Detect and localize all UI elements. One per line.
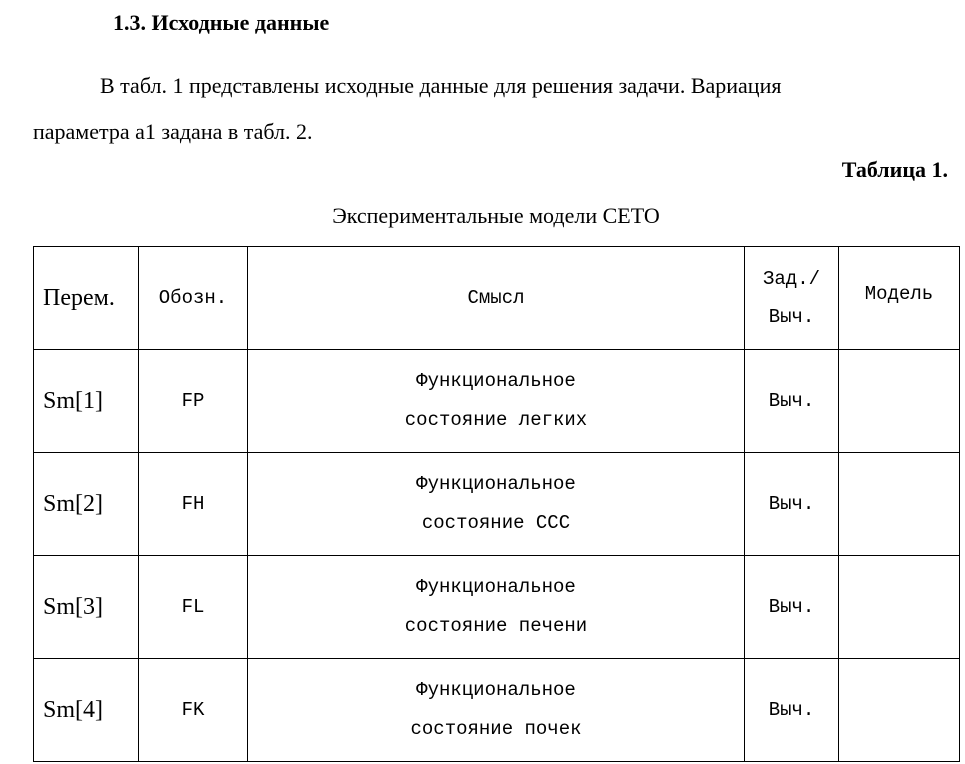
section-heading: 1.3. Исходные данные [113, 10, 330, 35]
cell-model [839, 350, 960, 453]
cell-model [839, 556, 960, 659]
cell-meaning [248, 556, 745, 659]
cell-code: FP [139, 350, 248, 453]
cell-model [839, 453, 960, 556]
paragraph-line-1: В табл. 1 представлены исходные данные для решения задачи. Вариация [100, 73, 782, 98]
cell-meaning [248, 659, 745, 762]
header-setcalc [745, 247, 839, 350]
header-meaning: Смысл [248, 247, 745, 350]
table-row [34, 659, 960, 762]
table-caption: Экспериментальные модели СЕТО [332, 203, 660, 228]
data-table [33, 246, 960, 762]
table-row [34, 350, 960, 453]
cell-var: Sm[1] [34, 350, 139, 453]
cell-meaning-line2: состояние ССС [421, 512, 571, 534]
table-row [34, 556, 960, 659]
header-model: Модель [839, 247, 960, 350]
cell-var: Sm[4] [34, 659, 139, 762]
cell-meaning-line2: состояние печени [404, 615, 588, 637]
table-header-row [34, 247, 960, 350]
cell-meaning [248, 453, 745, 556]
cell-meaning-line1: Функциональное [416, 679, 576, 701]
cell-code: FK [139, 659, 248, 762]
header-setcalc-line2: Выч. [768, 306, 815, 328]
cell-code: FH [139, 453, 248, 556]
cell-var: Sm[2] [34, 453, 139, 556]
header-code: Обозн. [139, 247, 248, 350]
cell-setcalc: Выч. [745, 453, 839, 556]
cell-code: FL [139, 556, 248, 659]
cell-meaning-line1: Функциональное [416, 370, 576, 392]
paragraph-line-2: параметра a1 задана в табл. 2. [33, 119, 313, 144]
table-row [34, 453, 960, 556]
cell-meaning-line2: состояние почек [410, 718, 582, 740]
cell-setcalc: Выч. [745, 350, 839, 453]
cell-setcalc: Выч. [745, 556, 839, 659]
header-var: Перем. [34, 247, 139, 350]
cell-model [839, 659, 960, 762]
header-setcalc-line1: Зад./ [762, 268, 820, 290]
cell-var: Sm[3] [34, 556, 139, 659]
cell-meaning [248, 350, 745, 453]
cell-meaning-line1: Функциональное [416, 576, 576, 598]
cell-meaning-line2: состояние легких [404, 409, 588, 431]
intro-paragraph [33, 63, 933, 155]
table-label: Таблица 1. [841, 157, 948, 182]
cell-meaning-line1: Функциональное [416, 473, 576, 495]
cell-setcalc: Выч. [745, 659, 839, 762]
